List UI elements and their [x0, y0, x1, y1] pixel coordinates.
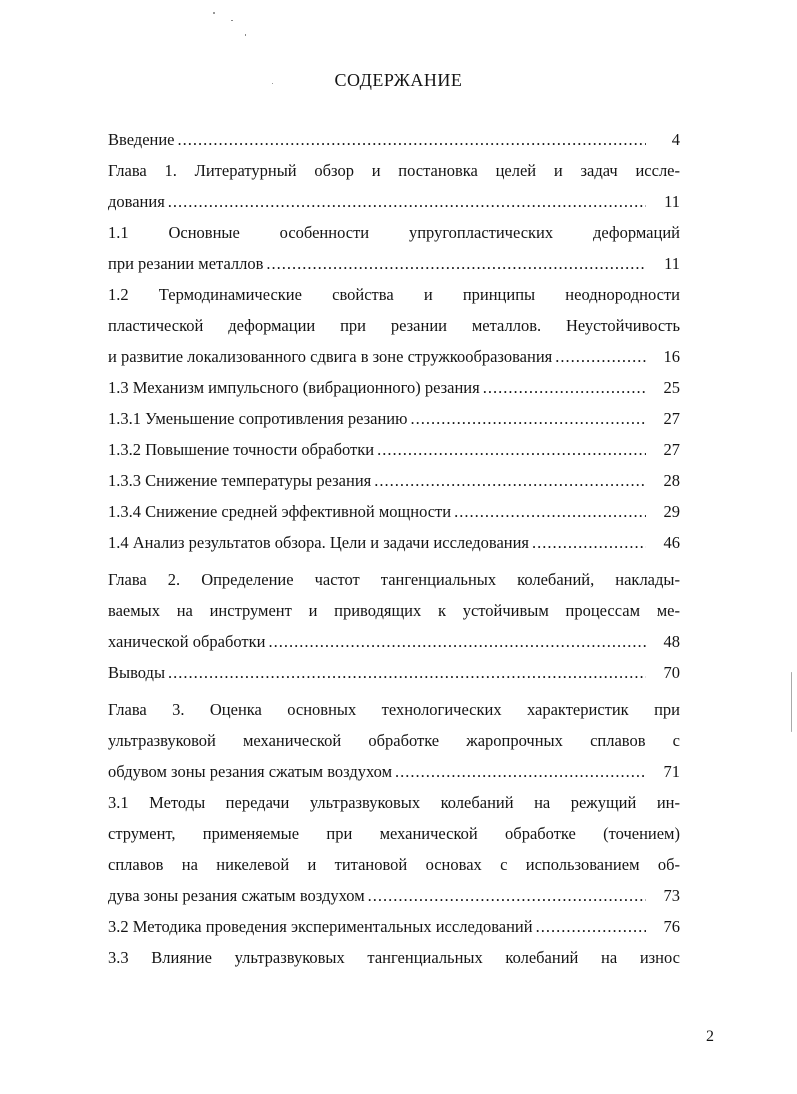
toc-line [108, 341, 680, 372]
toc-page-number: 48 [663, 632, 680, 651]
toc-entry-text: ваемых на инструмент и приводящих к устойчивым процессам ме- [108, 601, 680, 620]
toc-line [108, 155, 680, 186]
table-of-contents [108, 124, 680, 973]
toc-page-number: 46 [663, 533, 680, 552]
toc-entry [108, 564, 680, 657]
toc-entry [108, 496, 680, 527]
toc-entry-text: дования [108, 192, 165, 211]
toc-line [108, 465, 680, 496]
toc-entry [108, 527, 680, 558]
dot-leader [374, 434, 646, 465]
toc-entry-text: Введение [108, 130, 175, 149]
toc-entry [108, 403, 680, 434]
dot-leader [480, 372, 646, 403]
toc-page-number: 28 [663, 471, 680, 490]
toc-entry-text: сплавов на никелевой и титановой основах с использованием об- [108, 855, 680, 874]
toc-page-number: 71 [663, 762, 680, 781]
toc-entry-text: ультразвуковой механической обработке жаропрочных сплавов с [108, 731, 680, 750]
dot-leader [165, 657, 646, 688]
toc-line [108, 595, 680, 626]
scan-speck [272, 83, 273, 84]
toc-line [108, 496, 680, 527]
toc-entry [108, 279, 680, 372]
toc-entry-text: Глава 2. Определение частот тангенциальных колебаний, наклады- [108, 570, 680, 589]
dot-leader [533, 911, 646, 942]
toc-entry-text: пластической деформации при резании металлов. Неустойчивость [108, 316, 680, 335]
dot-leader [392, 756, 646, 787]
scan-speck [231, 20, 233, 21]
toc-line [108, 403, 680, 434]
toc-entry-text: 1.3 Механизм импульсного (вибрационного) резания [108, 378, 480, 397]
toc-entry-text: 1.2 Термодинамические свойства и принципы неоднородности [108, 285, 680, 304]
toc-entry-text: Глава 1. Литературный обзор и постановка целей и задач иссле- [108, 161, 680, 180]
toc-line [108, 818, 680, 849]
dot-leader [529, 527, 646, 558]
toc-entry [108, 787, 680, 911]
toc-entry [108, 694, 680, 787]
toc-line [108, 694, 680, 725]
dot-leader [263, 248, 646, 279]
toc-entry [108, 942, 680, 973]
toc-line [108, 124, 680, 155]
toc-entry-text: и развитие локализованного сдвига в зоне стружкообразования [108, 347, 553, 366]
toc-entry [108, 911, 680, 942]
toc-page-number: 27 [663, 409, 680, 428]
toc-line [108, 911, 680, 942]
toc-line [108, 186, 680, 217]
page-number: 2 [706, 1028, 714, 1045]
toc-line [108, 372, 680, 403]
toc-entry-text: обдувом зоны резания сжатым воздухом [108, 762, 393, 781]
toc-line [108, 725, 680, 756]
toc-entry [108, 657, 680, 688]
dot-leader [365, 880, 646, 911]
toc-page-number: 29 [663, 502, 680, 521]
toc-line [108, 217, 680, 248]
toc-entry-text: 3.1 Методы передачи ультразвуковых колебаний на режущий ин- [108, 793, 680, 812]
toc-entry-text: струмент, применяемые при механической обработке (точением) [108, 824, 680, 843]
dot-leader [407, 403, 646, 434]
toc-entry [108, 217, 680, 279]
toc-entry-text: Глава 3. Оценка основных технологических характеристик при [108, 700, 680, 719]
toc-line [108, 310, 680, 341]
toc-page-number: 73 [663, 886, 680, 905]
toc-line [108, 434, 680, 465]
toc-entry [108, 155, 680, 217]
toc-line [108, 626, 680, 657]
dot-leader [265, 626, 646, 657]
toc-line [108, 279, 680, 310]
toc-entry [108, 434, 680, 465]
scan-speck [245, 34, 246, 36]
toc-line [108, 527, 680, 558]
dot-leader [371, 465, 646, 496]
dot-leader [451, 496, 646, 527]
toc-entry [108, 124, 680, 155]
toc-entry [108, 465, 680, 496]
dot-leader [165, 186, 646, 217]
toc-entry-text: 1.3.1 Уменьшение сопротивления резанию [108, 409, 408, 428]
toc-entry-text: 1.3.3 Снижение температуры резания [108, 471, 372, 490]
toc-page-number: 4 [671, 130, 680, 149]
dot-leader [175, 124, 646, 155]
toc-line [108, 657, 680, 688]
toc-entry-text: Выводы [108, 663, 166, 682]
dot-leader [552, 341, 646, 372]
toc-entry-text: 3.2 Методика проведения экспериментальных исследований [108, 917, 533, 936]
toc-entry-text: при резании металлов [108, 254, 264, 273]
toc-entry-text: 1.3.2 Повышение точности обработки [108, 440, 375, 459]
toc-page-number: 70 [663, 663, 680, 682]
toc-page-number: 16 [663, 347, 680, 366]
toc-entry-text: 1.3.4 Снижение средней эффективной мощности [108, 502, 452, 521]
toc-page-number: 27 [663, 440, 680, 459]
toc-line [108, 756, 680, 787]
toc-line [108, 880, 680, 911]
toc-entry-text: дува зоны резания сжатым воздухом [108, 886, 365, 905]
toc-line [108, 849, 680, 880]
toc-line [108, 942, 680, 973]
toc-line [108, 248, 680, 279]
toc-entry-text: 1.4 Анализ результатов обзора. Цели и задачи исследования [108, 533, 530, 552]
scan-speck [213, 12, 215, 14]
toc-line [108, 564, 680, 595]
page-title: СОДЕРЖАНИЕ [334, 70, 463, 90]
scan-speck [791, 672, 792, 732]
toc-entry-text: ханической обработки [108, 632, 266, 651]
toc-page-number: 11 [664, 254, 680, 273]
toc-entry [108, 372, 680, 403]
toc-page-number: 25 [663, 378, 680, 397]
toc-page-number: 76 [663, 917, 680, 936]
toc-line [108, 787, 680, 818]
toc-entry-text: 3.3 Влияние ультразвуковых тангенциальных колебаний на износ [108, 948, 680, 967]
toc-entry-text: 1.1 Основные особенности упругопластических деформаций [108, 223, 680, 242]
toc-page-number: 11 [664, 192, 680, 211]
